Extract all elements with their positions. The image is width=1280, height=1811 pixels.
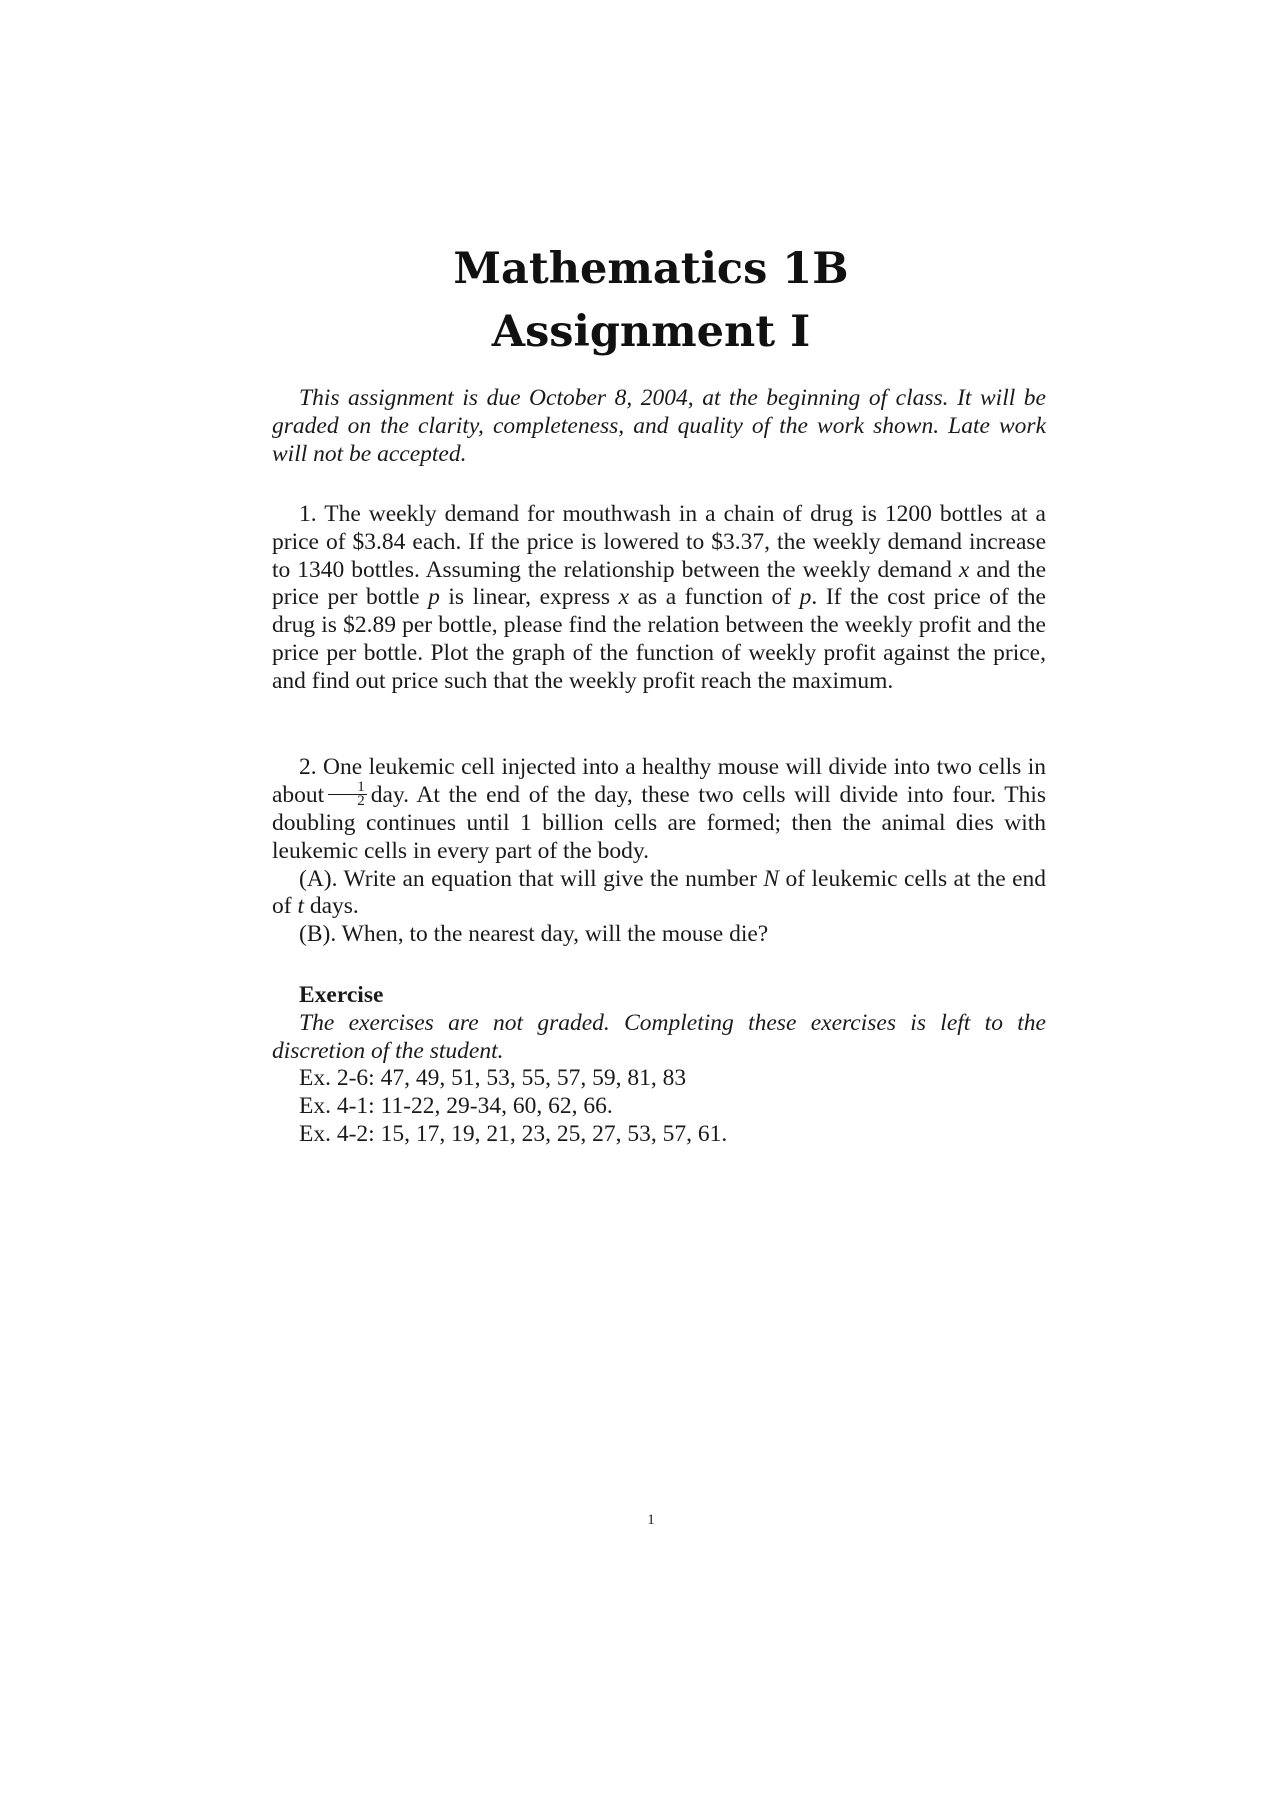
problem-2-part: 2. One leukemic cell injected into a healthy mouse will divide into two cells in about xyxy=(272,754,1046,808)
fraction-denominator: 2 xyxy=(357,792,365,809)
problem-2 xyxy=(272,754,1046,949)
problem-1 xyxy=(272,501,1046,696)
exercise-line: Ex. 4-1: 11-22, 29-34, 60, 62, 66. xyxy=(299,1093,613,1120)
exercise-line: Ex. 4-2: 15, 17, 19, 21, 23, 25, 27, 53, 57, 61. xyxy=(299,1120,728,1147)
intro-block xyxy=(272,385,1046,468)
part-a-text: (A). Write an equation that will give the number xyxy=(299,865,764,892)
math-variable-p: p xyxy=(799,584,812,611)
title-assignment: Assignment I xyxy=(491,307,811,357)
math-variable-t: t xyxy=(297,893,304,920)
problem-1-part: as a function of xyxy=(629,584,800,611)
problem-2-text xyxy=(272,754,1046,866)
exercise-heading: Exercise xyxy=(299,982,384,1008)
problem-2-part: day. At the end of the day, these two cells will divide into four. This doubling continues until 1 billion cells are formed; then the animal dies with leukemic cells in every part of the body. xyxy=(272,781,1046,864)
problem-1-part: 1. The weekly demand for mouthwash in a chain of drug is 1200 bottles at a price of $3.84 each. If the price is lowered to $3.37, the weekly demand increase to 1340 bottles. Assuming the relationship between the weekly demand xyxy=(272,501,1046,583)
exercise-line: Ex. 2-6: 47, 49, 51, 53, 55, 57, 59, 81, 83 xyxy=(299,1065,687,1092)
math-variable-x: x xyxy=(618,584,630,611)
title-course: Mathematics 1B xyxy=(453,244,849,294)
math-variable-n: N xyxy=(763,865,780,892)
part-a-text: of leukemic cells at the end of xyxy=(272,865,1046,920)
part-a-text: days. xyxy=(303,893,359,920)
math-variable-x: x xyxy=(958,556,970,583)
problem-1-text xyxy=(272,501,1046,696)
exercise-note: The exercises are not graded. Completing these exercises is left to the discretion of the student. xyxy=(272,1009,1046,1064)
document-title xyxy=(0,238,1280,364)
math-variable-p: p xyxy=(428,584,440,611)
problem-2-part-a xyxy=(272,866,1046,922)
fraction-numerator: 1 xyxy=(328,781,367,795)
intro-paragraph: This assignment is due October 8, 2004, at the beginning of class. It will be graded on the clarity, completeness, and quality of the work shown. Late work will not be accepted. xyxy=(272,385,1046,467)
problem-1-part: and the price per bottle xyxy=(272,556,1047,611)
fraction-one-half xyxy=(328,778,367,809)
page-number: 1 xyxy=(647,1512,655,1528)
problem-2-part-b: (B). When, to the nearest day, will the mouse die? xyxy=(299,921,769,948)
problem-1-part: is linear, express xyxy=(439,584,619,611)
problem-1-part: . If the cost price of the drug is $2.89 per bottle, please find the relation between the weekly profit and the price per bottle. Plot the graph of the function of weekly profit against the price, and find out price such that the weekly profit reach the maximum. xyxy=(272,584,1046,694)
exercise-section xyxy=(272,982,1046,1149)
